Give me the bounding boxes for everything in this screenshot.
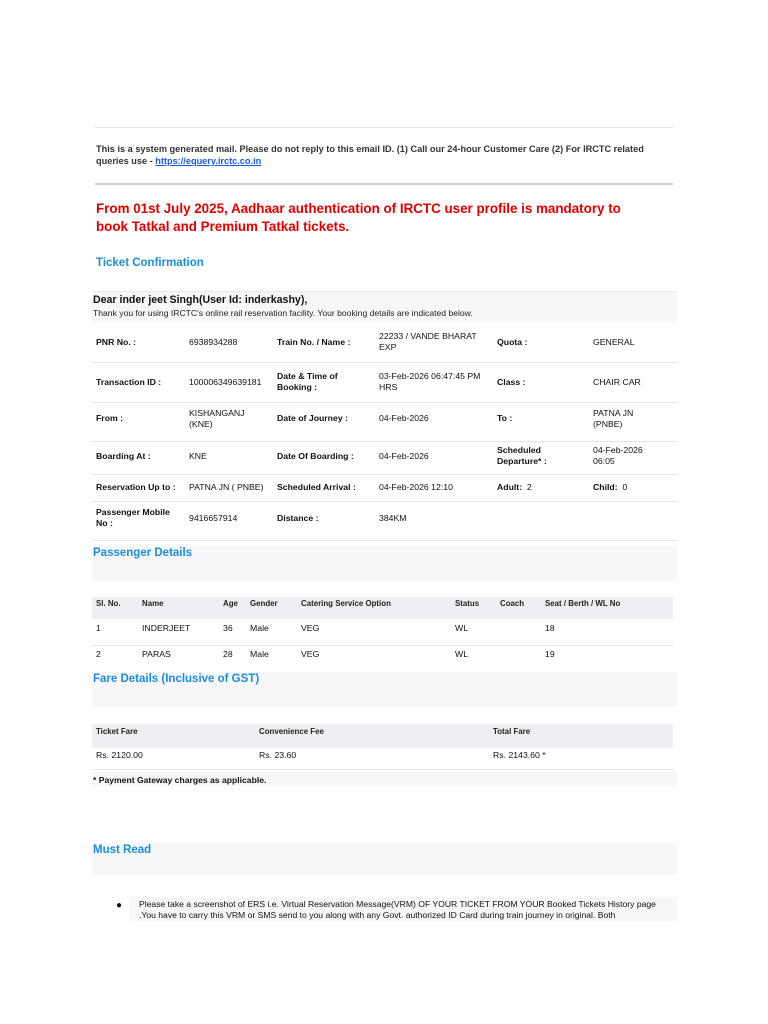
child-count: Child: 0 — [593, 482, 628, 492]
from-value: KISHANGANJ (KNE) — [189, 408, 245, 429]
passenger-gender: Male — [250, 623, 269, 633]
row-divider — [92, 474, 677, 475]
must-read-item: Please take a screenshot of ERS i.e. Virtual Reservation Message(VRM) OF YOUR TICKET FROM YOUR Booked Tickets History page .You have to carry this VRM or SMS send to you along with any Govt. authorized ID Card during train journey in original. Both — [139, 899, 656, 920]
class-label: Class : — [497, 377, 526, 387]
passenger-age: 28 — [223, 649, 233, 659]
col-name: Name — [142, 599, 164, 608]
train-value: 22233 / VANDE BHARAT EXP — [379, 331, 477, 352]
mobile-value: 9416657914 — [189, 513, 238, 523]
col-gender: Gender — [250, 599, 278, 608]
resv-upto-label: Reservation Up to : — [96, 482, 176, 492]
col-ticket-fare: Ticket Fare — [96, 727, 138, 736]
to-value: PATNA JN (PNBE) — [593, 408, 634, 429]
booking-time-label: Date & Time of Booking : — [277, 371, 338, 392]
passenger-sl: 1 — [96, 623, 101, 633]
booking-time-value: 03-Feb-2026 06:47:45 PM HRS — [379, 371, 481, 392]
col-age: Age — [223, 599, 238, 608]
row-divider — [92, 362, 677, 363]
col-total-fare: Total Fare — [493, 727, 531, 736]
col-status: Status — [455, 599, 480, 608]
resv-upto-value: PATNA JN ( PNBE) — [189, 482, 264, 492]
passenger-name: INDERJEET — [142, 623, 191, 633]
adult-count: Adult: 2 — [497, 482, 532, 492]
mobile-label: Passenger Mobile No : — [96, 507, 170, 528]
row-divider — [92, 501, 677, 502]
sched-dep-value: 04-Feb-2026 06:05 — [593, 445, 643, 466]
passenger-seat: 19 — [545, 649, 555, 659]
must-read-band — [92, 843, 677, 875]
row-divider — [92, 645, 673, 646]
fare-details-title: Fare Details (Inclusive of GST) — [93, 673, 260, 685]
row-divider — [92, 402, 677, 403]
passenger-status: WL — [455, 649, 469, 659]
from-label: From : — [96, 413, 124, 423]
passenger-status: WL — [455, 623, 469, 633]
passenger-catering: VEG — [301, 623, 320, 633]
boarding-value: KNE — [189, 451, 207, 461]
boarding-label: Boarding At : — [96, 451, 151, 461]
dob-value: 04-Feb-2026 — [379, 451, 429, 461]
thank-you-text: Thank you for using IRCTC's online rail reservation facility. Your booking details are indicated below. — [93, 308, 473, 318]
quota-label: Quota : — [497, 337, 528, 347]
must-read-title: Must Read — [93, 844, 152, 856]
dob-label: Date Of Boarding : — [277, 451, 354, 461]
col-catering: Catering Service Option — [301, 599, 391, 608]
total-fare-value: Rs. 2143.60 * — [493, 750, 546, 760]
fare-table-header — [92, 724, 673, 748]
payment-gateway-note: * Payment Gateway charges as applicable. — [93, 775, 267, 785]
train-label: Train No. / Name : — [277, 337, 351, 347]
class-value: CHAIR CAR — [593, 377, 641, 387]
sched-arr-value: 04-Feb-2026 12:10 — [379, 482, 453, 492]
pnr-label: PNR No. : — [96, 337, 137, 347]
top-divider — [95, 127, 673, 128]
greeting: Dear inder jeet Singh(User Id: inderkashy), — [93, 294, 308, 306]
pnr-value: 6938934288 — [189, 337, 238, 347]
row-divider — [92, 769, 673, 770]
col-convenience-fee: Convenience Fee — [259, 727, 324, 736]
col-coach: Coach — [500, 599, 525, 608]
doj-label: Date of Journey : — [277, 413, 348, 423]
quota-value: GENERAL — [593, 337, 635, 347]
transaction-label: Transaction ID : — [96, 377, 162, 387]
distance-label: Distance : — [277, 513, 319, 523]
sched-arr-label: Scheduled Arrival : — [277, 482, 356, 492]
system-notice: This is a system generated mail. Please do not reply to this email ID. (1) Call our 24-hour Customer Care (2) For IRCTC related queries use - https://equery.irctc.co.in — [96, 144, 644, 166]
passenger-catering: VEG — [301, 649, 320, 659]
transaction-value: 100006349639181 — [189, 377, 262, 387]
to-label: To : — [497, 413, 513, 423]
notice-divider — [95, 183, 673, 185]
sched-dep-label: Scheduled Departure* : — [497, 445, 547, 466]
row-divider — [92, 540, 677, 541]
convenience-fee-value: Rs. 23.60 — [259, 750, 297, 760]
passenger-sl: 2 — [96, 649, 101, 659]
passenger-gender: Male — [250, 649, 269, 659]
passenger-name: PARAS — [142, 649, 171, 659]
doj-value: 04-Feb-2026 — [379, 413, 429, 423]
bullet-icon: ● — [116, 900, 123, 911]
col-sl: Sl. No. — [96, 599, 121, 608]
passenger-seat: 18 — [545, 623, 555, 633]
row-divider — [92, 441, 677, 442]
ticket-fare-value: Rs. 2120.00 — [96, 750, 143, 760]
distance-value: 384KM — [379, 513, 407, 523]
col-seat: Seat / Berth / WL No — [545, 599, 621, 608]
equery-link[interactable]: https://equery.irctc.co.in — [155, 156, 262, 166]
ticket-confirmation-title: Ticket Confirmation — [96, 257, 204, 269]
passenger-age: 36 — [223, 623, 233, 633]
passenger-details-title: Passenger Details — [93, 547, 193, 559]
aadhaar-alert: From 01st July 2025, Aadhaar authentication of IRCTC user profile is mandatory to book Tatkal and Premium Tatkal tickets. — [96, 201, 621, 234]
